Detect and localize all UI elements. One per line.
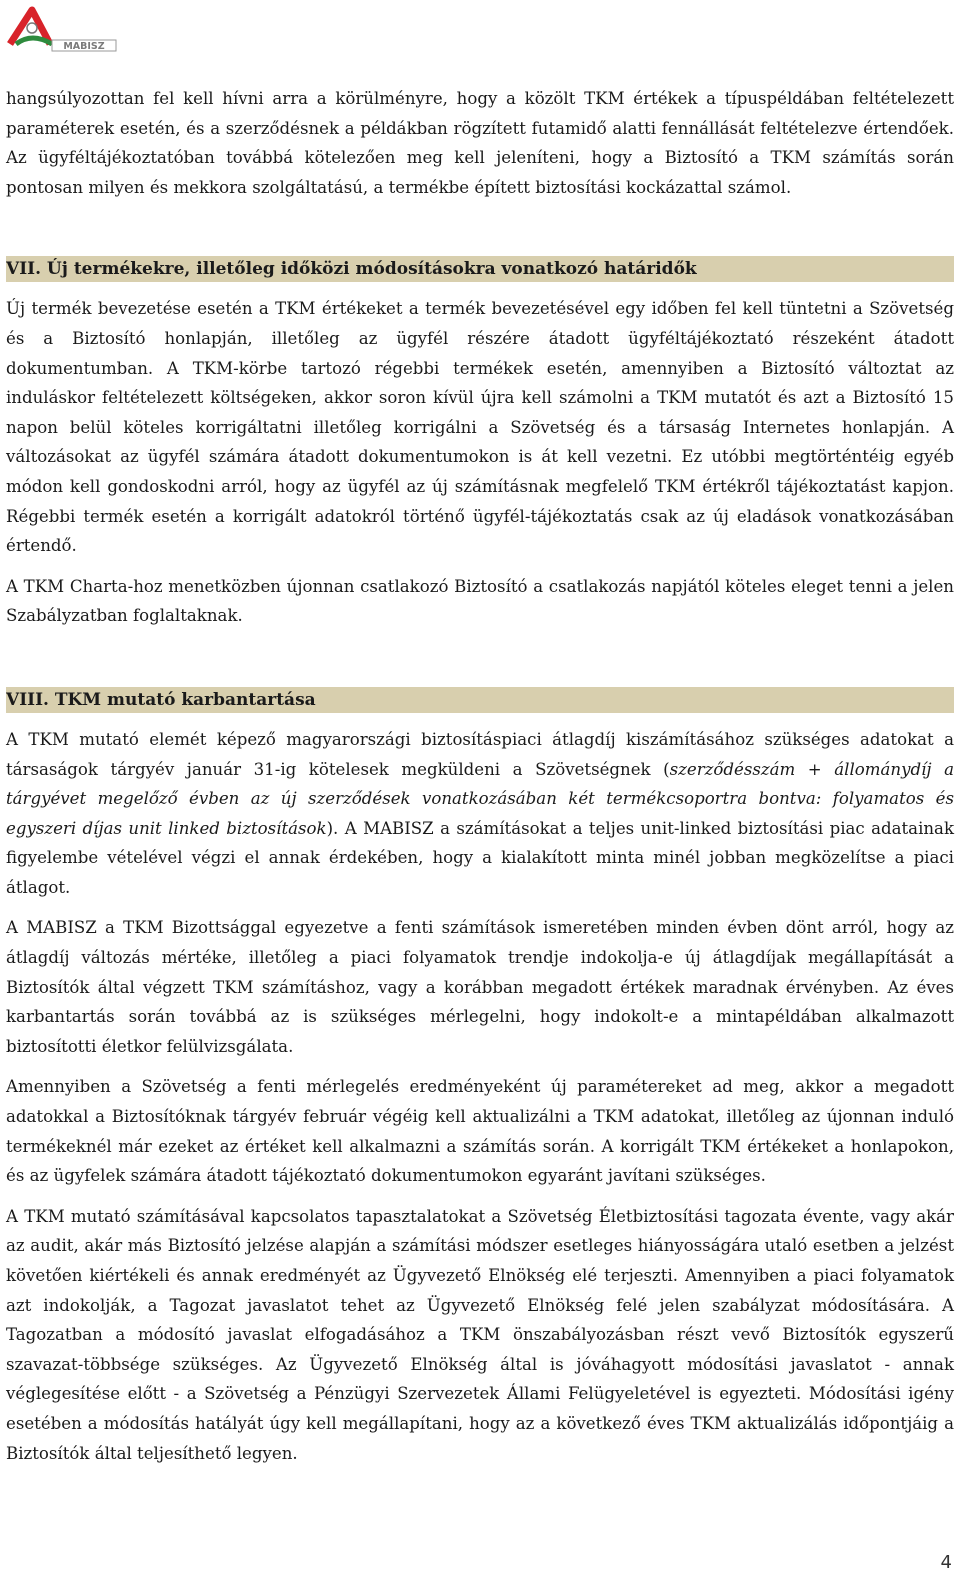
page-number: 4 bbox=[940, 1552, 952, 1573]
logo-text: MABISZ bbox=[63, 41, 105, 52]
section-vii-heading: VII. Új termékekre, illetőleg időközi módosításokra vonatkozó határidők bbox=[6, 256, 954, 282]
page-content bbox=[6, 84, 954, 1468]
section-viii-paragraph-4: A TKM mutató számításával kapcsolatos tapasztalatokat a Szövetség Életbiztosítási tagozata évente, vagy akár az audit, akár más Biztosító jelzése alapján a számítási módszer esetleges hiányosságára utaló esetben a jelzést követően kiértékeli és annak eredményét az Ügyvezető Elnökség elé terjeszti. Amennyiben a piaci folyamatok azt indokolják, a Tagozat javaslatot tehet az Ügyvezető Elnökség felé jelen szabályzat módosítására. A Tagozatban a módosító javaslat elfogadásához a TKM önszabályozásban részt vevő Biztosítók egyszerű szavazat-többsége szükséges. Az Ügyvezető Elnökség által is jóváhagyott módosítási javaslatot - annak véglegesítése előtt - a Szövetség a Pénzügyi Szervezetek Állami Felügyeletével is egyezteti. Módosítási igény esetében a módosítás hatályát úgy kell megállapítani, hogy az a következő éves TKM aktualizálás időpontjáig a Biztosítók által teljesíthető legyen. bbox=[6, 1206, 954, 1463]
section-vii-paragraph-2: A TKM Charta-hoz menetközben újonnan csatlakozó Biztosító a csatlakozás napjától köteles eleget tenni a jelen Szabályzatban foglaltaknak. bbox=[6, 576, 954, 626]
section-viii-paragraph-1 bbox=[6, 725, 954, 903]
section-viii-heading: VIII. TKM mutató karbantartása bbox=[6, 687, 954, 713]
mabisz-logo-icon bbox=[6, 4, 118, 52]
section-viii-p1-start: A TKM mutató elemét képező magyarországi biztosításpiaci átlagdíj kiszámításához szükséges adatokat a társaságok tárgyév január 31-ig kötelesek megküldeni a Szövetségnek ( bbox=[6, 729, 954, 779]
section-viii-paragraph-3: Amennyiben a Szövetség a fenti mérlegelés eredményeként új paramétereket ad meg, akkor a megadott adatokkal a Biztosítóknak tárgyév február végéig kell aktualizálni a TKM adatokat, illetőleg az újonnan induló termékeknél már ezeket az értéket kell alkalmazni a számítás során. A korrigált TKM értékeket a honlapokon, és az ügyfelek számára átadott tájékoztató dokumentumokon egyaránt javítani szükséges. bbox=[6, 1077, 954, 1186]
section-vii-paragraph-1: Új termék bevezetése esetén a TKM értékeket a termék bevezetésével egy időben fel kell tüntetni a Szövetség és a Biztosító honlapján, illetőleg az ügyfél részére átadott ügyféltájékoztató részeként átadott dokumentumban. A TKM-körbe tartozó régebbi termékek esetén, amennyiben a Biztosító változtat az induláskor feltételezett költségeken, akkor soron kívül újra kell számolni a TKM mutatót és azt a Biztosító 15 napon belül köteles korrigáltatni illetőleg korrigálni a Szövetség és a társaság Internetes honlapján. A változásokat az ügyfél számára átadott dokumentumokon is át kell vezetni. Ez utóbbi megtörténtéig egyéb módon kell gondoskodni arról, hogy az ügyfél az új számításnak megfelelő TKM értékről tájékoztatást kapjon. Régebbi termék esetén a korrigált adatokról történő ügyfél-tájékoztatás csak az új eladások vonatkozásában értendő. bbox=[6, 299, 954, 556]
section-viii-p1-end: ). A MABISZ a számításokat a teljes unit-linked biztosítási piac adatainak figyelembe vételével végzi el annak érdekében, hogy a kialakított minta minél jobban megközelítse a piaci átlagot. bbox=[6, 818, 955, 897]
section-viii-p1-italic: szerződésszám + állománydíj a tárgyévet megelőző évben az új szerződések vonatkozásában két termékcsoportra bontva: folyamatos és egyszeri díjas unit linked biztosítások bbox=[6, 759, 954, 838]
section-viii-paragraph-2: A MABISZ a TKM Bizottsággal egyezetve a fenti számítások ismeretében minden évben dönt arról, hogy az átlagdíj változás mértéke, illetőleg a piaci folyamatok trendje indokolja-e új átlagdíjak megállapítását a Biztosítók által végzett TKM számításhoz, vagy a korábban megadott értékek maradnak érvényben. Az éves karbantartás során továbbá az is szükséges mérlegelni, hogy indokolt-e a mintapéldában alkalmazott biztosítotti életkor felülvizsgálata. bbox=[6, 918, 954, 1056]
intro-paragraph: hangsúlyozottan fel kell hívni arra a körülményre, hogy a közölt TKM értékek a típuspéldában feltételezett paraméterek esetén, és a szerződésnek a példákban rögzített futamidő alatti fennállását feltételezve értendőek. Az ügyféltájékoztatóban továbbá kötelezően meg kell jeleníteni, hogy a Biztosító a TKM számítás során pontosan milyen és mekkora szolgáltatású, a termékbe épített biztosítási kockázattal számol. bbox=[6, 89, 954, 197]
mabisz-logo bbox=[6, 4, 118, 52]
